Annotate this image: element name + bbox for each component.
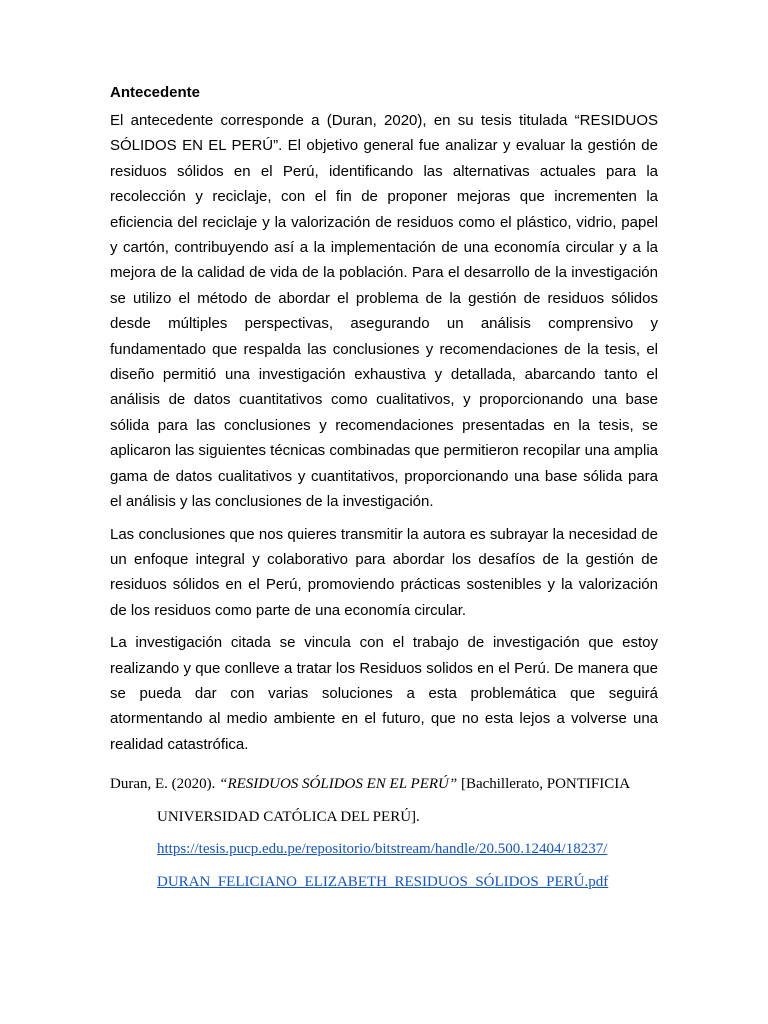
reference-link-line-2 (157, 866, 658, 899)
reference-entry (110, 768, 658, 898)
reference-title: “RESIDUOS SÓLIDOS EN EL PERÚ” (219, 776, 458, 793)
reference-line-1 (110, 768, 658, 801)
reference-author-year: Duran, E. (2020). (110, 776, 220, 793)
paragraph-conclusions: Las conclusiones que nos quieres transmitir la autora es subrayar la necesidad de un enfoque integral y colaborativo para abordar los desafíos de la gestión de residuos sólidos en el Perú, promoviendo prácticas sostenibles y la valorización de los residuos como parte de una economía circular. (110, 525, 658, 619)
paragraph-antecedent: El antecedente corresponde a (Duran, 2020), en su tesis titulada “RESIDUOS SÓLIDOS EN EL PERÚ”. El objetivo general fue analizar y evaluar la gestión de residuos sólidos en el Perú, identificando las alternativas actuales para la recolección y reciclaje, con el fin de proponer mejoras que incrementen la eficiencia del reciclaje y la valorización de residuos como el plástico, vidrio, papel y cartón, contribuyendo así a la implementación de una economía circular y a la mejora de la calidad de vida de la población. Para el desarrollo de la investigación se utilizo el método de abordar el problema de la gestión de residuos sólidos desde múltiples perspectivas, asegurando un análisis comprensivo y fundamentado que respalda las conclusiones y recomendaciones de la tesis, el diseño permitió una investigación exhaustiva y detallada, abarcando tanto el análisis de datos cuantitativos como cualitativos, y proporcionando una base sólida para las conclusiones y recomendaciones presentadas en la tesis, se aplicaron las siguientes técnicas combinadas que permitieron recopilar una amplia gama de datos cualitativos y cuantitativos, proporcionando una base sólida para el análisis y las conclusiones de la investigación. (110, 112, 658, 511)
reference-url-link-2[interactable]: DURAN_FELICIANO_ELIZABETH_RESIDUOS_SÓLIDOS_PERÚ.pdf (157, 873, 609, 890)
section-heading: Antecedente (110, 84, 201, 101)
reference-degree-1: [Bachillerato, PONTIFICIA (457, 776, 631, 793)
paragraph-relation: La investigación citada se vincula con el trabajo de investigación que estoy realizando y que conlleve a tratar los Residuos solidos en el Perú. De manera que se pueda dar con varias soluciones a esta problemática que seguirá atormentando al medio ambiente en el futuro, que no esta lejos a volverse una realidad catastrófica. (110, 634, 658, 753)
reference-link-line-1 (157, 833, 658, 866)
reference-url-link-1[interactable]: https://tesis.pucp.edu.pe/repositorio/bitstream/handle/20.500.12404/18237/ (157, 841, 608, 858)
reference-degree-2: UNIVERSIDAD CATÓLICA DEL PERÚ]. (157, 808, 420, 825)
